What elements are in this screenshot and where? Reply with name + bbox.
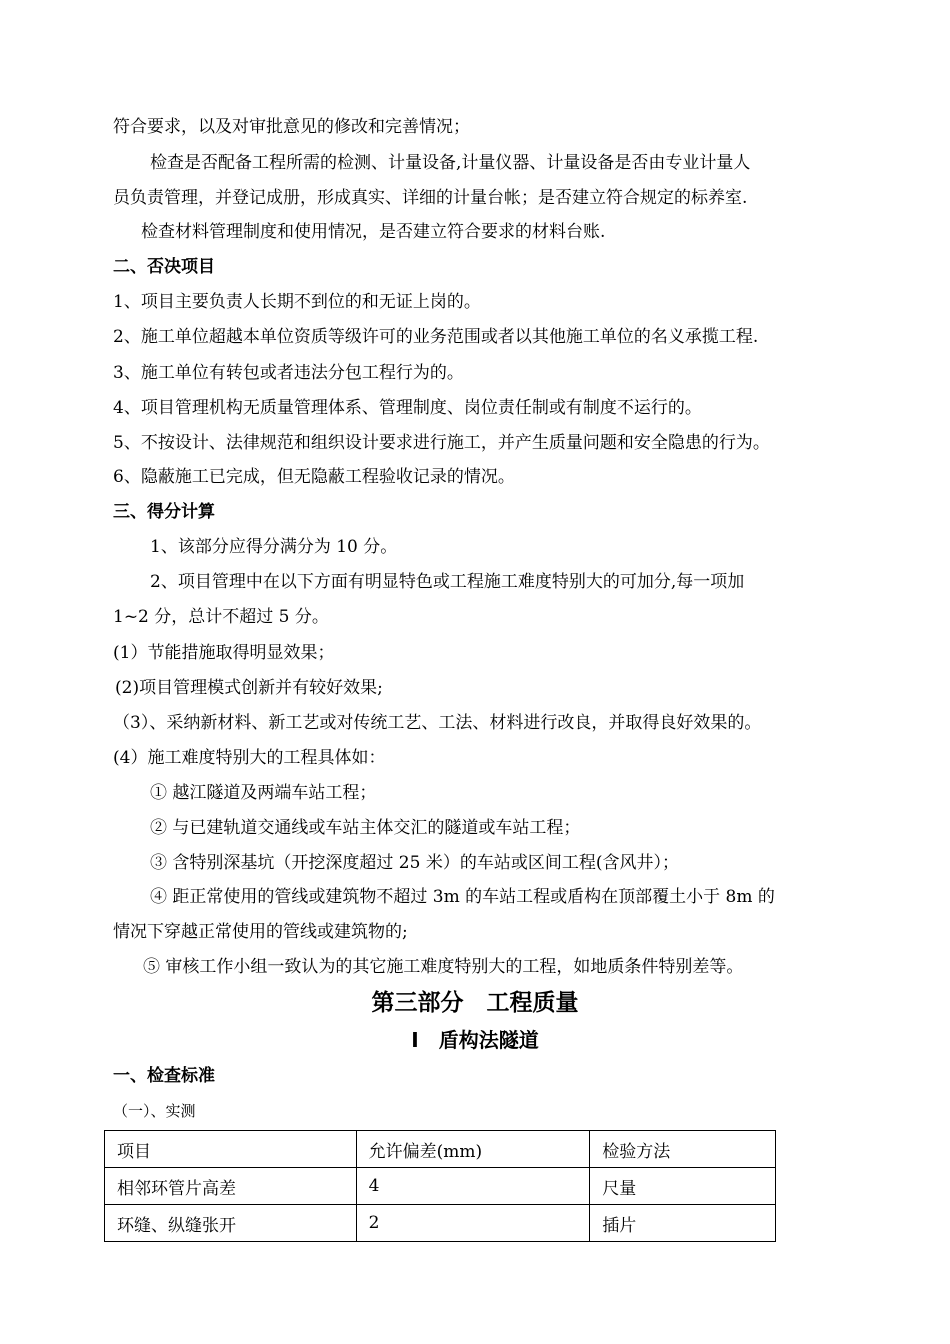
veto-item-6: 6、隐蔽施工已完成，但无隐蔽工程验收记录的情况。 [113, 467, 515, 487]
line-3: 员负责管理，并登记成册，形成真实、详细的计量台帐；是否建立符合规定的标养室. [113, 188, 748, 208]
project-item-1: ① 越江隧道及两端车站工程； [150, 783, 377, 803]
veto-item-2: 2、施工单位超越本单位资质等级许可的业务范围或者以其他施工单位的名义承揽工程. [113, 327, 759, 347]
project-item-5: ⑤ 审核工作小组一致认为的其它施工难度特别大的工程，如地质条件特别差等。 [143, 957, 744, 977]
line-2: 检查是否配备工程所需的检测、计量设备,计量仪器、计量设备是否由专业计量人 [150, 153, 751, 173]
score-item-2-cont: 1~2 分，总计不超过 5 分。 [113, 607, 329, 627]
table-cell: 相邻环管片高差 [105, 1168, 357, 1205]
veto-item-1: 1、项目主要负责人长期不到位的和无证上岗的。 [113, 292, 481, 312]
heading-score-calc: 三、得分计算 [113, 502, 215, 522]
score-item-1: 1、该部分应得分满分为 10 分。 [150, 537, 398, 557]
line-1: 符合要求，以及对审批意见的修改和完善情况； [113, 117, 470, 137]
line-4: 检查材料管理制度和使用情况，是否建立符合要求的材料台账. [141, 222, 606, 242]
table-header-row [105, 1131, 776, 1168]
veto-item-5: 5、不按设计、法律规范和组织设计要求进行施工，并产生质量问题和安全隐患的行为。 [113, 433, 770, 453]
project-item-2: ② 与已建轨道交通线或车站主体交汇的隧道或车站工程； [150, 818, 581, 838]
table-cell: 环缝、纵缝张开 [105, 1205, 357, 1242]
header-method: 检验方法 [590, 1131, 776, 1168]
sub-heading-measurement: （一）、实测 [113, 1102, 196, 1120]
bonus-item-3: （3）、采纳新材料、新工艺或对传统工艺、工法、材料进行改良，并取得良好效果的。 [113, 713, 762, 733]
tolerance-table [104, 1130, 776, 1242]
table-cell: 2 [356, 1205, 590, 1242]
project-item-4-cont: 情况下穿越正常使用的管线或建筑物的; [113, 922, 408, 942]
header-tolerance: 允许偏差(mm) [356, 1131, 590, 1168]
header-item: 项目 [105, 1131, 357, 1168]
table-row [105, 1205, 776, 1242]
table-cell: 尺量 [590, 1168, 776, 1205]
score-item-2: 2、项目管理中在以下方面有明显特色或工程施工难度特别大的可加分,每一项加 [150, 572, 745, 592]
bonus-item-4: (4）施工难度特别大的工程具体如： [113, 748, 386, 768]
section-title: Ⅰ 盾构法隧道 [411, 1028, 539, 1052]
veto-item-3: 3、施工单位有转包或者违法分包工程行为的。 [113, 363, 464, 383]
project-item-4: ④ 距正常使用的管线或建筑物不超过 3m 的车站工程或盾构在顶部覆土小于 8m 的 [150, 887, 775, 907]
veto-item-4: 4、项目管理机构无质量管理体系、管理制度、岗位责任制或有制度不运行的。 [113, 398, 702, 418]
table-cell: 4 [356, 1168, 590, 1205]
table-row [105, 1168, 776, 1205]
part-title: 第三部分 工程质量 [371, 990, 579, 1016]
bonus-item-1: (1）节能措施取得明显效果； [113, 643, 335, 663]
heading-veto-items: 二、否决项目 [113, 257, 215, 277]
heading-inspection-standard: 一、检查标准 [113, 1066, 215, 1086]
bonus-item-2: (2)项目管理模式创新并有较好效果; [115, 678, 383, 698]
project-item-3: ③ 含特别深基坑（开挖深度超过 25 米）的车站或区间工程(含风井）； [150, 853, 679, 873]
table-cell: 插片 [590, 1205, 776, 1242]
